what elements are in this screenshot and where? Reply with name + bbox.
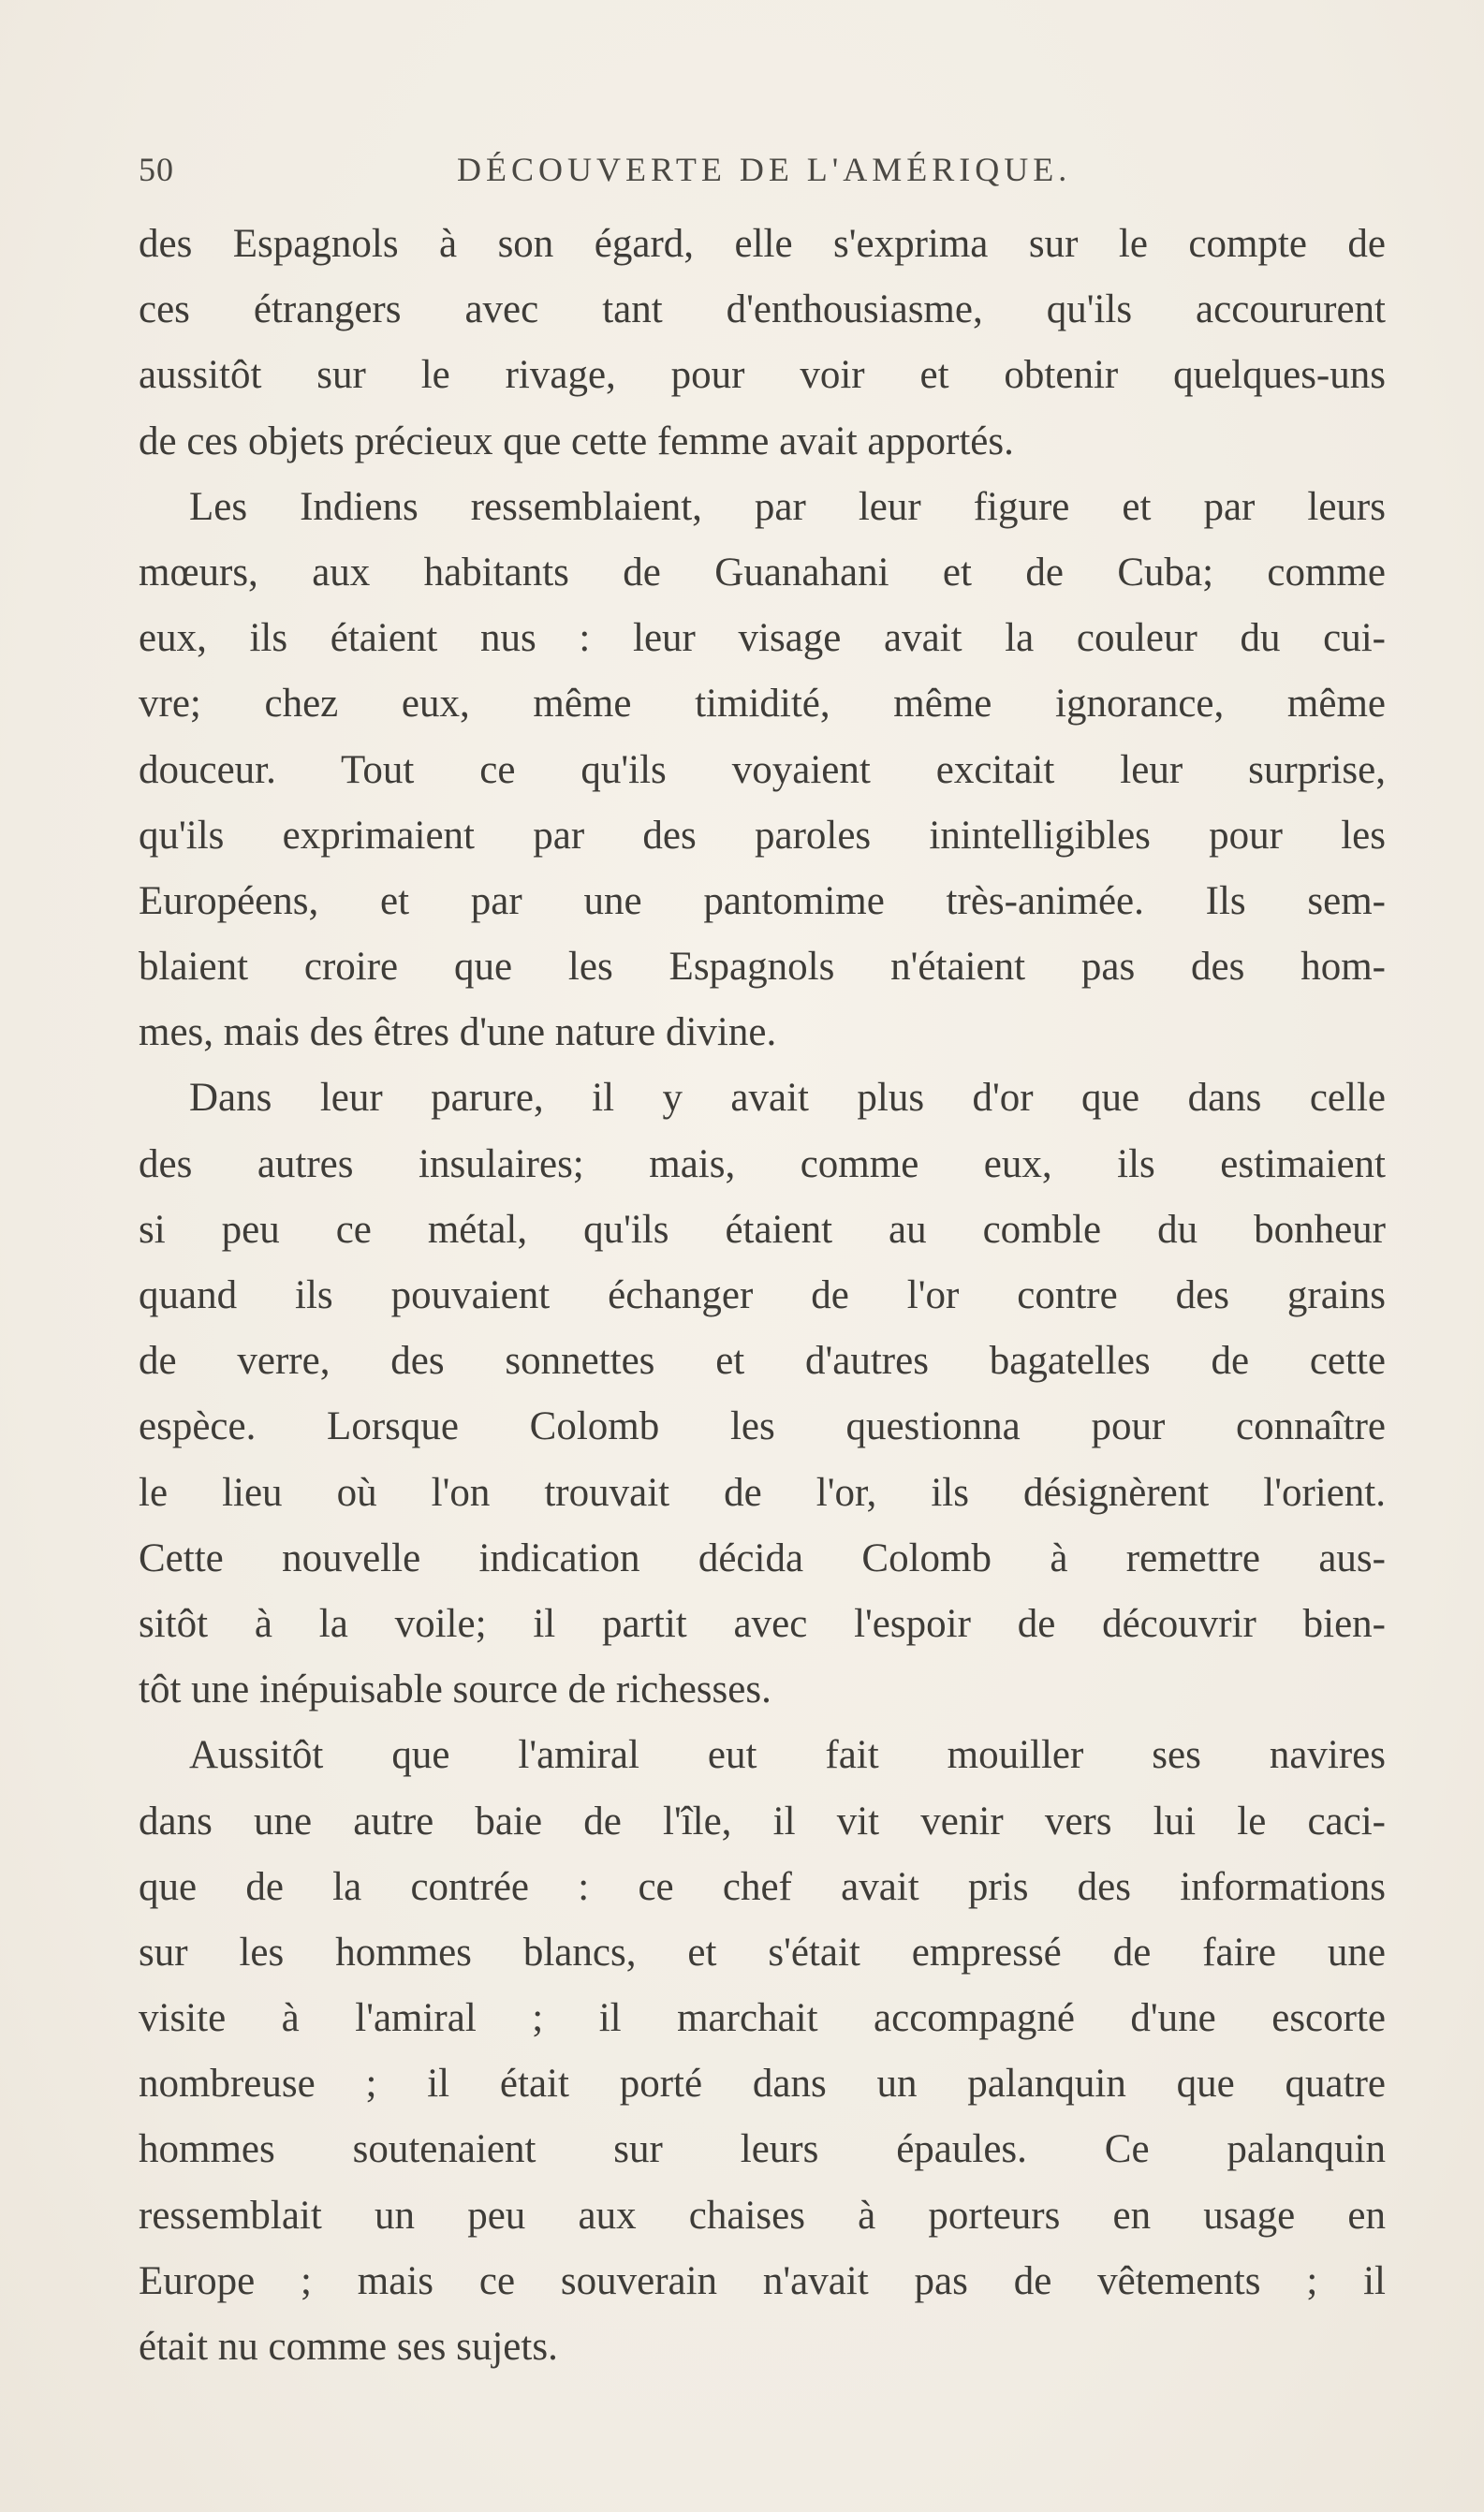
text-line: des Espagnols à son égard, elle s'exprima sur le compte de [139,222,1386,266]
text-line: blaient croire que les Espagnols n'étaient pas des hom- [139,945,1386,990]
page-number: 50 [139,151,174,188]
text-line: eux, ils étaient nus : leur visage avait la couleur du cui- [139,616,1386,661]
text-line: sitôt à la voile; il partit avec l'espoir de découvrir bien- [139,1601,1386,1646]
text-line: de ces objets précieux que cette femme avait apportés. [139,419,1014,463]
text-line: Europe ; mais ce souverain n'avait pas de vêtements ; il [139,2258,1386,2303]
page-header [139,150,1386,206]
text-line: espèce. Lorsque Colomb les questionna pour connaître [139,1404,1386,1449]
text-line: mes, mais des êtres d'une nature divine. [139,1010,777,1055]
text-line: ces étrangers avec tant d'enthousiasme, qu'ils accoururent [139,287,1386,332]
text-line: des autres insulaires; mais, comme eux, ils estimaient [139,1141,1386,1186]
text-line: que de la contrée : ce chef avait pris des informations [139,1864,1386,1909]
text-line: était nu comme ses sujets. [139,2325,558,2369]
text-line: vre; chez eux, même timidité, même ignorance, même [139,682,1386,727]
paragraph [139,212,1386,475]
text-line: aussitôt sur le rivage, pour voir et obtenir quelques-uns [139,353,1386,398]
text-line: Cette nouvelle indication décida Colomb à remettre aus- [139,1535,1386,1580]
text-line: le lieu où l'on trouvait de l'or, ils désignèrent l'orient. [139,1470,1386,1515]
paragraph [139,1723,1386,2380]
text-line: si peu ce métal, qu'ils étaient au comble du bonheur [139,1207,1386,1252]
text-line: mœurs, aux habitants de Guanahani et de Cuba; comme [139,550,1386,595]
text-line: de verre, des sonnettes et d'autres bagatelles de cette [139,1339,1386,1384]
body-text [139,212,1386,2380]
text-line: Européens, et par une pantomime très-animée. Ils sem- [139,878,1386,923]
text-line: Aussitôt que l'amiral eut fait mouiller ses navires [189,1733,1386,1778]
text-line: visite à l'amiral ; il marchait accompagné d'une escorte [139,1996,1386,2041]
paragraph [139,1065,1386,1723]
text-line: hommes soutenaient sur leurs épaules. Ce palanquin [139,2127,1386,2172]
text-line: sur les hommes blancs, et s'était empressé de faire une [139,1930,1386,1975]
text-line: qu'ils exprimaient par des paroles inintelligibles pour les [139,813,1386,858]
text-line: ressemblait un peu aux chaises à porteurs en usage en [139,2193,1386,2238]
text-line: Dans leur parure, il y avait plus d'or que dans celle [189,1076,1386,1121]
text-line: dans une autre baie de l'île, il vit venir vers lui le caci- [139,1799,1386,1844]
paragraph [139,475,1386,1066]
text-line: douceur. Tout ce qu'ils voyaient excitait leur surprise, [139,747,1386,792]
text-line: nombreuse ; il était porté dans un palanquin que quatre [139,2062,1386,2107]
text-line: quand ils pouvaient échanger de l'or contre des grains [139,1273,1386,1317]
text-line: Les Indiens ressemblaient, par leur figure et par leurs [189,484,1386,529]
text-line: tôt une inépuisable source de richesses. [139,1667,771,1712]
running-title: DÉCOUVERTE DE L'AMÉRIQUE. [457,151,1072,188]
